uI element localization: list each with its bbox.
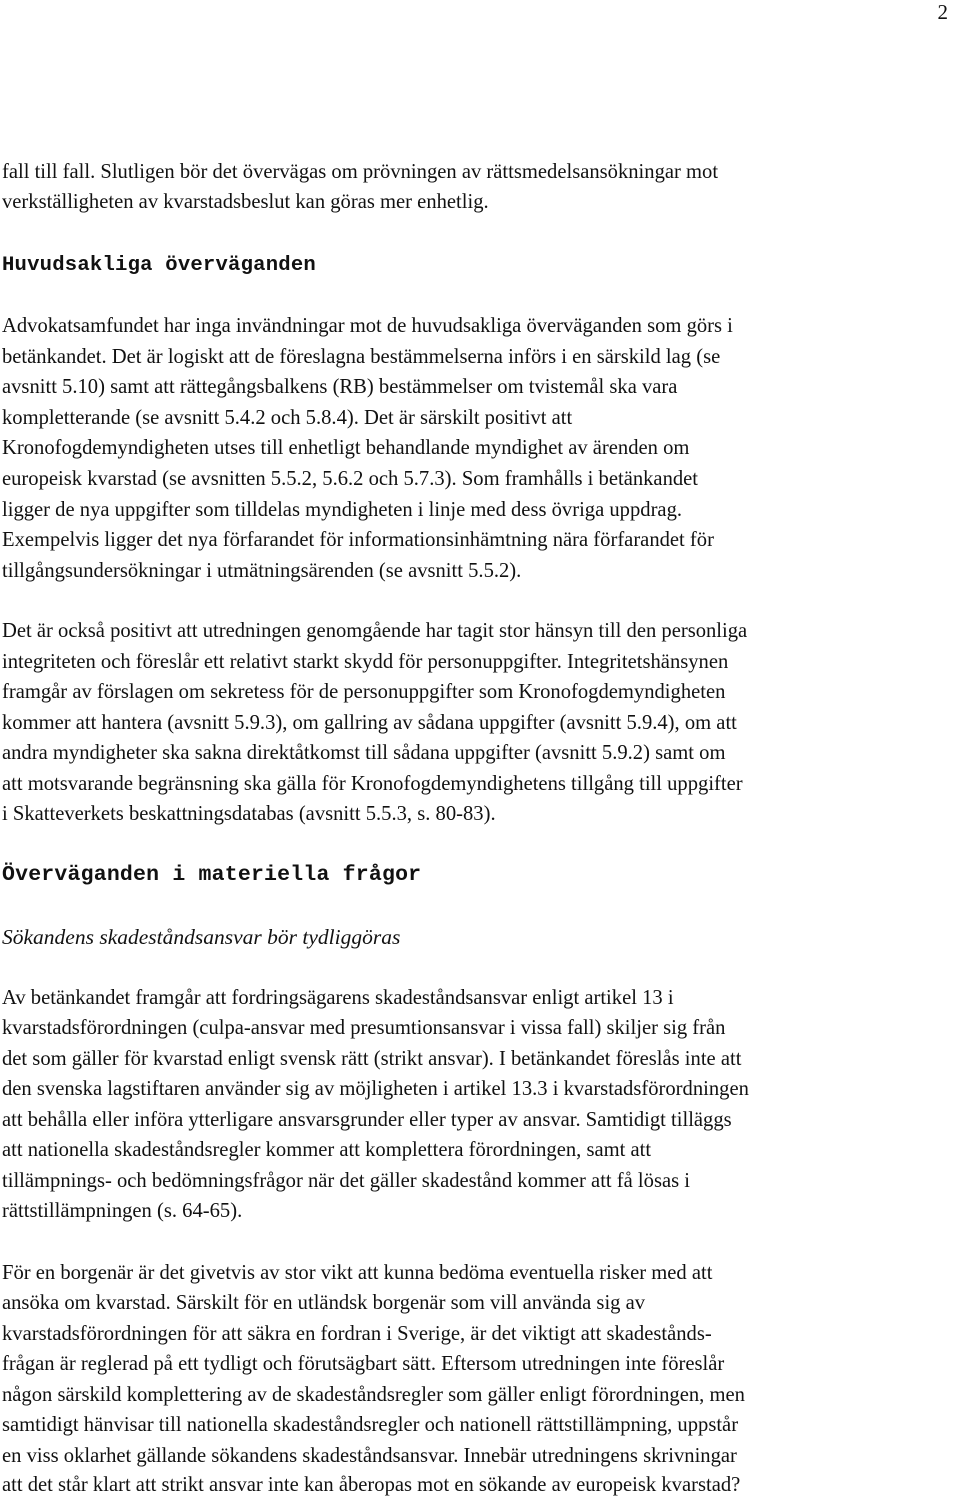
body-text-line: det som gäller för kvarstad enligt svensk rätt (strikt ansvar). I betänkandet föreslås inte att bbox=[2, 1048, 742, 1070]
body-text-line: att motsvarande begränsning ska gälla för Kronofogdemyndighetens tillgång till uppgifter bbox=[2, 773, 743, 795]
body-text-line: att behålla eller införa ytterligare ansvarsgrunder eller typer av ansvar. Samtidigt tilläggs bbox=[2, 1109, 732, 1131]
body-text-line: Av betänkandet framgår att fordringsägarens skadeståndsansvar enligt artikel 13 i bbox=[2, 987, 674, 1009]
section-heading: Huvudsakliga överväganden bbox=[2, 254, 316, 277]
body-text-line: Det är också positivt att utredningen genomgående har tagit stor hänsyn till den personliga bbox=[2, 620, 748, 642]
body-text-line: kompletterande (se avsnitt 5.4.2 och 5.8.4). Det är särskilt positivt att bbox=[2, 407, 573, 429]
body-text-line: rättstillämpningen (s. 64-65). bbox=[2, 1200, 243, 1222]
body-text-line: tillämpnings- och bedömningsfrågor när det gäller skadestånd kommer att få lösas i bbox=[2, 1170, 690, 1192]
body-text-line: betänkandet. Det är logiskt att de föreslagna bestämmelserna införs i en särskild lag (se bbox=[2, 346, 721, 368]
page-number: 2 bbox=[937, 0, 948, 24]
body-text-line: i Skatteverkets beskattningsdatabas (avsnitt 5.5.3, s. 80-83). bbox=[2, 803, 496, 825]
body-text-line: någon särskild komplettering av de skadeståndsregler som gäller enligt förordningen, men bbox=[2, 1384, 745, 1406]
body-text-line: ansöka om kvarstad. Särskilt för en utländsk borgenär som vill använda sig av bbox=[2, 1292, 646, 1314]
body-text-line: den svenska lagstiftaren använder sig av möjligheten i artikel 13.3 i kvarstadsförordningen bbox=[2, 1078, 749, 1100]
body-text-line: samtidigt hänvisar till nationella skadeståndsregler och nationell rättstillämpning, uppstår bbox=[2, 1414, 739, 1436]
body-text-line: Advokatsamfundet har inga invändningar mot de huvudsakliga överväganden som görs i bbox=[2, 315, 733, 337]
subsection-heading: Sökandens skadeståndsansvar bör tydliggöras bbox=[2, 925, 401, 949]
body-text-line: frågan är reglerad på ett tydligt och förutsägbart sätt. Eftersom utredningen inte föreslår bbox=[2, 1353, 725, 1375]
body-text-line: framgår av förslagen om sekretess för de personuppgifter som Kronofogdemyndigheten bbox=[2, 681, 726, 703]
body-text-line: att nationella skadeståndsregler kommer att komplettera förordningen, samt att bbox=[2, 1139, 652, 1161]
body-text-line: en viss oklarhet gällande sökandens skadeståndsansvar. Innebär utredningens skrivningar bbox=[2, 1445, 737, 1467]
body-text-line: Exempelvis ligger det nya förfarandet för informationsinhämtning nära förfarandet för bbox=[2, 529, 714, 551]
body-text-line: ligger de nya uppgifter som tilldelas myndigheten i linje med dess övriga uppdrag. bbox=[2, 499, 683, 521]
body-text-line: att det står klart att strikt ansvar inte kan åberopas mot en sökande av europeisk kvarstad? bbox=[2, 1474, 741, 1496]
body-text-line: fall till fall. Slutligen bör det övervägas om prövningen av rättsmedelsansökningar mot bbox=[2, 161, 719, 183]
section-heading: Överväganden i materiella frågor bbox=[2, 863, 422, 887]
body-text-line: Kronofogdemyndigheten utses till enhetligt behandlande myndighet av ärenden om bbox=[2, 437, 690, 459]
body-text-line: För en borgenär är det givetvis av stor vikt att kunna bedöma eventuella risker med att bbox=[2, 1262, 713, 1284]
body-text-line: kvarstadsförordningen (culpa-ansvar med presumtionsansvar i vissa fall) skiljer sig från bbox=[2, 1017, 726, 1039]
body-text-line: kvarstadsförordningen för att säkra en fordran i Sverige, är det viktigt att skadestånds- bbox=[2, 1323, 712, 1345]
body-text-line: andra myndigheter ska sakna direktåtkomst till sådana uppgifter (avsnitt 5.9.2) samt om bbox=[2, 742, 726, 764]
body-text-line: integriteten och föreslår ett relativt starkt skydd för personuppgifter. Integritetshänsynen bbox=[2, 651, 729, 673]
body-text-line: tillgångsundersökningar i utmätningsärenden (se avsnitt 5.5.2). bbox=[2, 560, 522, 582]
body-text-line: europeisk kvarstad (se avsnitten 5.5.2, 5.6.2 och 5.7.3). Som framhålls i betänkandet bbox=[2, 468, 699, 490]
body-text-line: kommer att hantera (avsnitt 5.9.3), om gallring av sådana uppgifter (avsnitt 5.9.4), om att bbox=[2, 712, 737, 734]
body-text-line: avsnitt 5.10) samt att rättegångsbalkens (RB) bestämmelser om tvistemål ska vara bbox=[2, 376, 678, 398]
body-text-line: verkställigheten av kvarstadsbeslut kan göras mer enhetlig. bbox=[2, 191, 489, 213]
